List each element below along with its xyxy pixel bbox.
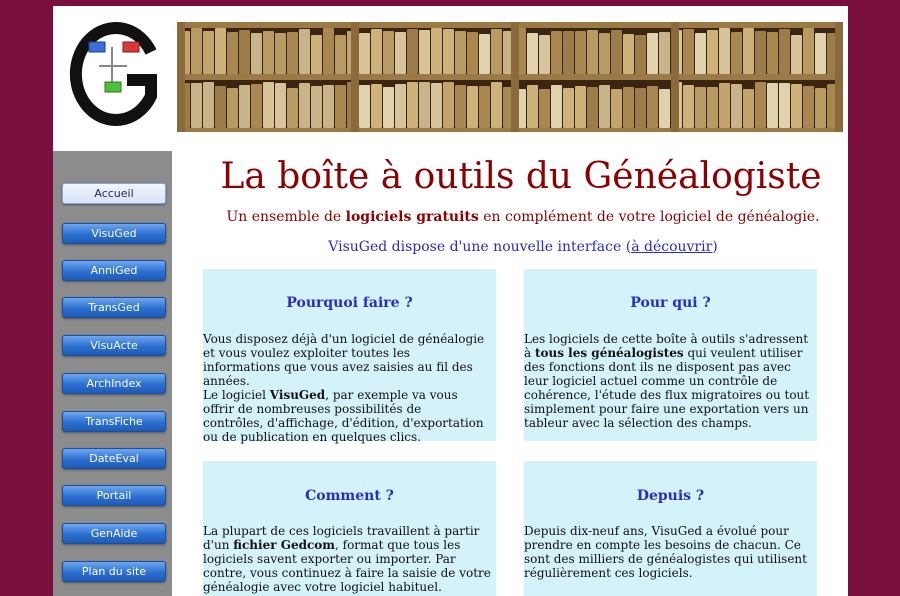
card-pourquoi bbox=[203, 269, 496, 444]
banner-book bbox=[755, 82, 766, 128]
banner-book bbox=[803, 86, 814, 128]
banner-book bbox=[575, 31, 586, 74]
banner-book bbox=[695, 87, 706, 128]
nav-portail-button[interactable]: Portail bbox=[62, 485, 166, 506]
banner-book bbox=[647, 33, 658, 74]
banner-book bbox=[467, 86, 478, 128]
banner-book bbox=[383, 87, 394, 128]
banner-book bbox=[275, 33, 286, 74]
banner-shelf-board bbox=[177, 128, 843, 132]
banner-book bbox=[203, 31, 214, 74]
header-banner-bookshelf bbox=[177, 22, 843, 132]
banner-book bbox=[599, 85, 610, 128]
card-pour-qui-heading: Pour qui ? bbox=[630, 295, 711, 311]
banner-book bbox=[227, 32, 238, 74]
nav-anniged-button[interactable]: AnniGed bbox=[62, 260, 166, 281]
banner-book bbox=[575, 86, 586, 128]
card-comment-heading: Comment ? bbox=[305, 488, 394, 504]
banner-book bbox=[527, 85, 538, 128]
banner-book bbox=[203, 82, 214, 128]
banner-book bbox=[359, 33, 370, 74]
banner-book bbox=[611, 89, 622, 128]
banner-book bbox=[707, 30, 718, 74]
logo-blue-box-left bbox=[89, 42, 105, 52]
discover-link[interactable]: à découvrir bbox=[631, 239, 713, 255]
banner-book bbox=[191, 83, 202, 128]
logo-red-box bbox=[123, 42, 139, 52]
banner-book bbox=[587, 87, 598, 128]
banner-book bbox=[623, 87, 634, 128]
banner-book bbox=[623, 34, 634, 74]
banner-book bbox=[443, 82, 454, 128]
banner-book bbox=[383, 31, 394, 74]
banner-book bbox=[275, 83, 286, 128]
banner-book bbox=[563, 88, 574, 128]
banner-book bbox=[803, 28, 814, 74]
banner-book bbox=[491, 29, 502, 74]
banner-book bbox=[311, 86, 322, 128]
card-depuis-text: Depuis dix-neuf ans, VisuGed a évolué pour prendre en compte les besoins de chacun. Ce sont des milliers de généalogistes qui utilisent régulièrement ces logiciels. bbox=[524, 524, 807, 580]
banner-book bbox=[371, 29, 382, 74]
banner-book bbox=[551, 31, 562, 74]
page bbox=[53, 6, 848, 596]
banner-book bbox=[719, 28, 730, 74]
banner-book bbox=[587, 30, 598, 74]
banner-book bbox=[455, 31, 466, 74]
banner-book bbox=[539, 35, 550, 74]
banner-book bbox=[755, 31, 766, 74]
banner-book bbox=[311, 35, 322, 74]
logo-green-box bbox=[105, 82, 121, 92]
banner-shelf-post bbox=[511, 22, 519, 132]
banner-book bbox=[743, 28, 754, 74]
banner-book bbox=[407, 82, 418, 128]
nav-visuacte-button[interactable]: VisuActe bbox=[62, 335, 166, 356]
nav-visuged-button[interactable]: VisuGed bbox=[62, 223, 166, 244]
sidebar-nav bbox=[53, 151, 172, 596]
nav-transged-button[interactable]: TransGed bbox=[62, 297, 166, 318]
card-depuis-heading: Depuis ? bbox=[636, 488, 705, 504]
banner-book bbox=[287, 32, 298, 74]
banner-book bbox=[479, 34, 490, 74]
banner-book bbox=[227, 88, 238, 128]
logo-g-shape bbox=[76, 28, 151, 120]
banner-book bbox=[791, 84, 802, 128]
site-logo[interactable] bbox=[65, 22, 159, 132]
banner-book bbox=[767, 83, 778, 128]
banner-book bbox=[419, 30, 430, 74]
banner-book bbox=[815, 33, 826, 74]
banner-book bbox=[407, 29, 418, 74]
banner-book bbox=[743, 89, 754, 128]
banner-book bbox=[707, 87, 718, 128]
nav-accueil-button[interactable]: Accueil bbox=[62, 183, 166, 204]
banner-book bbox=[239, 30, 250, 74]
banner-book bbox=[647, 86, 658, 128]
banner-book bbox=[239, 85, 250, 128]
banner-book bbox=[419, 82, 430, 128]
nav-transfiche-button[interactable]: TransFiche bbox=[62, 411, 166, 432]
card-pour-qui bbox=[524, 269, 817, 441]
banner-book bbox=[599, 33, 610, 74]
banner-book bbox=[287, 88, 298, 128]
banner-book bbox=[659, 89, 670, 128]
banner-book bbox=[395, 32, 406, 74]
banner-shelf-post bbox=[351, 22, 359, 132]
card-comment bbox=[203, 461, 496, 596]
card-pourquoi-text: Vous disposez déjà d'un logiciel de généalogie et vous voulez exploiter toutes les informations que vous avez saisies au fil des années. Le logiciel VisuGed, par exemple va vous offrir de nombreuses possibilités de contrôles, d'affichage, d'édition, d'exportation ou de publication en quelques clics. bbox=[203, 332, 485, 444]
nav-archindex-button[interactable]: ArchIndex bbox=[62, 373, 166, 394]
banner-book bbox=[719, 83, 730, 128]
card-pour-qui-text: Les logiciels de cette boîte à outils s'adressent à tous les généalogistes qui veulent utiliser des fonctions dont ils ne disposent pas avec leur logiciel actuel comme un contrôle de cohérence, l'étude des flux migratoires ou tout simplement pour faire une exportation vers un tableur avec la sélection des champs. bbox=[524, 332, 810, 430]
banner-shelf-post bbox=[671, 22, 679, 132]
banner-book bbox=[563, 31, 574, 74]
banner-book bbox=[395, 84, 406, 128]
banner-book bbox=[443, 29, 454, 74]
banner-book bbox=[779, 83, 790, 128]
banner-book bbox=[191, 28, 202, 74]
banner-book bbox=[479, 86, 490, 128]
banner-book bbox=[215, 28, 226, 74]
banner-book bbox=[635, 35, 646, 74]
banner-shelf-board bbox=[177, 22, 843, 28]
banner-book bbox=[779, 29, 790, 74]
banner-book bbox=[767, 32, 778, 74]
banner-shelf-post bbox=[835, 22, 843, 132]
banner-shelf-board bbox=[177, 74, 843, 80]
nav-genaide-button[interactable]: GenAide bbox=[62, 523, 166, 544]
banner-book bbox=[335, 35, 346, 74]
page-subtitle: Un ensemble de logiciels gratuits en complément de votre logiciel de généalogie. bbox=[226, 209, 820, 225]
banner-book bbox=[635, 88, 646, 128]
banner-book bbox=[491, 82, 502, 128]
banner-book bbox=[455, 85, 466, 128]
banner-shelf-post bbox=[177, 22, 185, 132]
banner-book bbox=[251, 33, 262, 74]
banner-book bbox=[323, 28, 334, 74]
banner-book bbox=[431, 28, 442, 74]
page-title: La boîte à outils du Généalogiste bbox=[220, 156, 822, 197]
banner-book bbox=[431, 83, 442, 128]
card-comment-text: La plupart de ces logiciels travaillent à partir d'un fichier Gedcom, format que tous les logiciels savent exporter ou importer. Par contre, vous continuez à faire la saisie de votre généalogie avec votre logiciel habituel. bbox=[203, 524, 491, 594]
news-line: VisuGed dispose d'une nouvelle interface (à découvrir) bbox=[328, 239, 718, 255]
banner-book bbox=[695, 33, 706, 74]
card-pourquoi-heading: Pourquoi faire ? bbox=[286, 295, 413, 311]
banner-book bbox=[323, 85, 334, 128]
banner-book bbox=[263, 31, 274, 74]
nav-plan-du-site-button[interactable]: Plan du site bbox=[62, 561, 166, 582]
card-depuis bbox=[524, 461, 817, 596]
banner-book bbox=[527, 33, 538, 74]
banner-book bbox=[731, 32, 742, 74]
banner-book bbox=[467, 32, 478, 74]
banner-book bbox=[299, 29, 310, 74]
banner-book bbox=[299, 83, 310, 128]
banner-book bbox=[251, 84, 262, 128]
banner-book bbox=[683, 29, 694, 74]
banner-book bbox=[371, 84, 382, 128]
banner-book bbox=[335, 85, 346, 128]
subtitle-bold: logiciels gratuits bbox=[345, 209, 479, 225]
banner-book bbox=[683, 85, 694, 128]
banner-book bbox=[215, 86, 226, 128]
nav-dateeval-button[interactable]: DateEval bbox=[62, 448, 166, 469]
banner-book bbox=[815, 88, 826, 128]
banner-book bbox=[611, 30, 622, 74]
banner-book bbox=[551, 85, 562, 128]
banner-book bbox=[731, 84, 742, 128]
banner-book bbox=[359, 85, 370, 128]
banner-book bbox=[791, 35, 802, 74]
banner-book bbox=[263, 82, 274, 128]
banner-book bbox=[539, 89, 550, 128]
banner-book bbox=[659, 32, 670, 74]
